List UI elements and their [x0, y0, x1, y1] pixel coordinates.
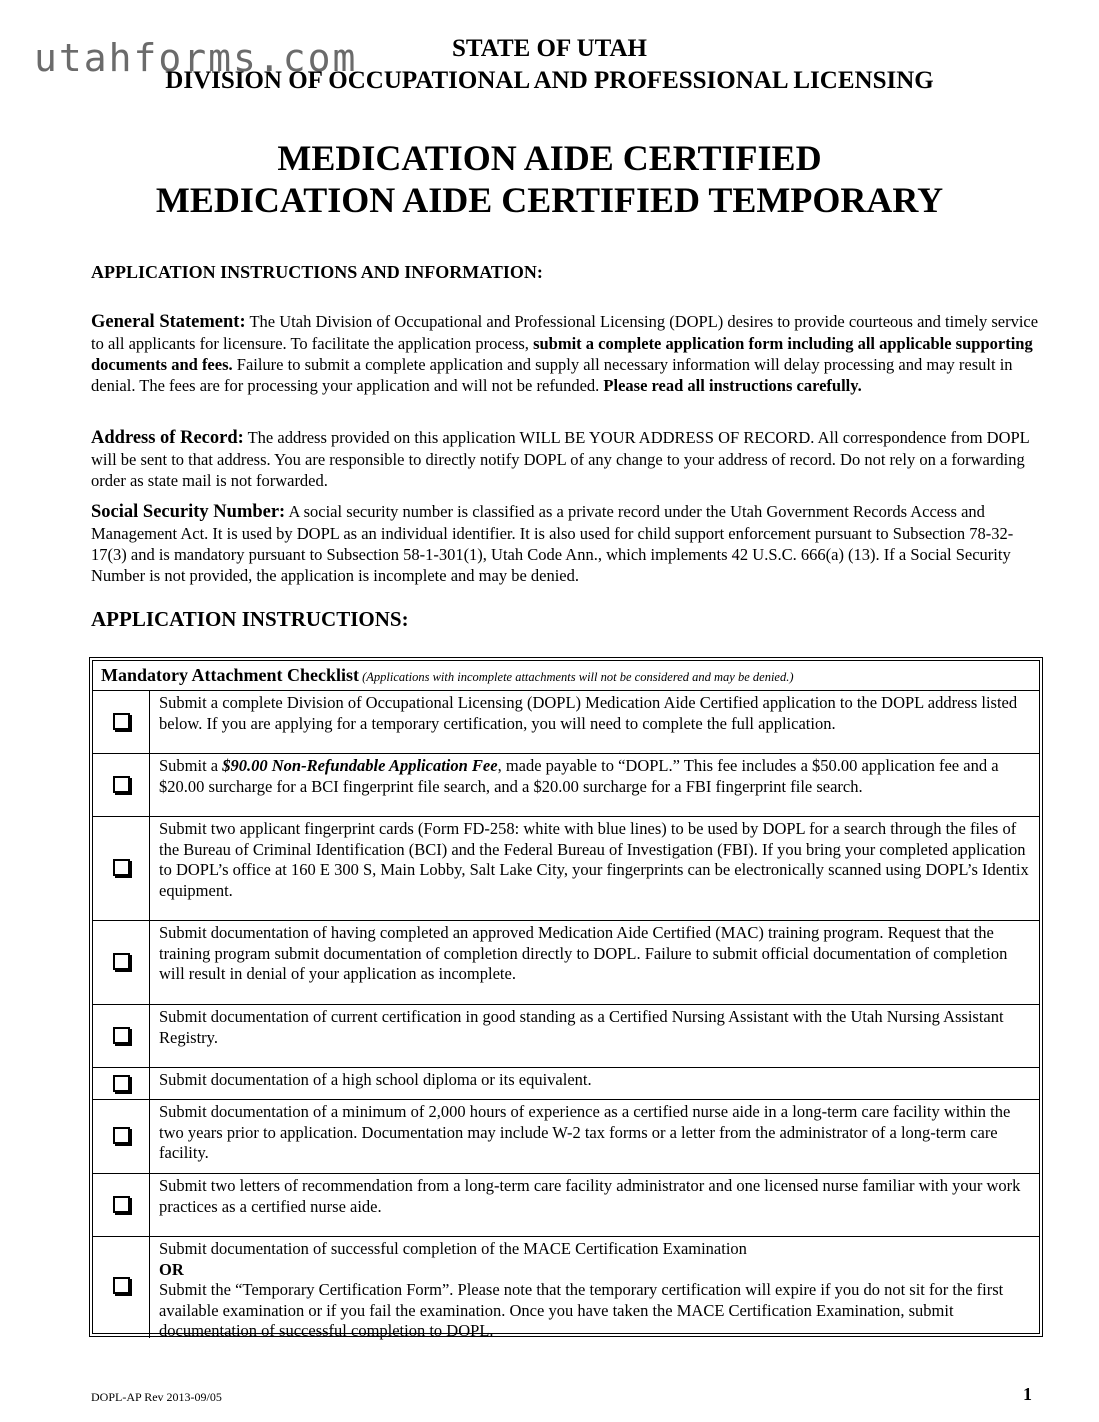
checkbox[interactable] — [113, 1277, 130, 1294]
application-instructions-heading: APPLICATION INSTRUCTIONS: — [91, 607, 409, 631]
checklist-row — [93, 1099, 1039, 1173]
division-heading: DIVISION OF OCCUPATIONAL AND PROFESSIONAL LICENSING — [165, 67, 934, 94]
checklist-item-text: Submit documentation of successful completion of the MACE Certification Examination OR Submit the “Temporary Certification Form”. Please note that the temporary certification will expire if you do not sit for the first available examination or if you fail the examination. Once you have taken the MACE Certification Examination, submit documentation of successful completion to DOPL. — [159, 1239, 1031, 1342]
address-text: The address provided on this application WILL BE YOUR ADDRESS OF RECORD. All correspondence from DOPL will be sent to that address. You are responsible to directly notify DOPL of any change to your address of record. Do not rely on a forwarding order as state mail is not forwarded. — [91, 428, 1030, 490]
general-statement — [91, 311, 1041, 396]
state-heading: STATE OF UTAH — [452, 35, 647, 62]
form-subtitle: MEDICATION AIDE CERTIFIED TEMPORARY — [155, 180, 944, 220]
checkbox[interactable] — [113, 713, 130, 730]
ssn-label: Social Security Number: — [91, 502, 286, 522]
or-label: OR — [159, 1259, 184, 1279]
checklist-row — [93, 1004, 1039, 1067]
checklist-title — [101, 665, 794, 686]
checklist-item-text: Submit documentation of having completed an approved Medication Aide Certified (MAC) training program. Request that the training program submit documentation of completion directly to DOPL. Failure to submit official documentation of completion will result in denial of your application as incomplete. — [159, 923, 1008, 983]
address-of-record — [91, 427, 1041, 491]
fee-amount: $90.00 Non-Refundable Application Fee — [222, 756, 498, 775]
checkbox[interactable] — [113, 1127, 130, 1144]
checklist-item-text: Submit two applicant fingerprint cards (Form FD-258: white with blue lines) to be used by DOPL for a search through the files of the Bureau of Criminal Identification (BCI) and the Federal Bureau of Investigation (FBI). If you bring your completed application to DOPL’s office at 160 E 300 S, Main Lobby, Salt Lake City, your fingerprints can be electronically scanned using DOPL’s Identix equipment. — [159, 819, 1029, 900]
checklist-item-text: Submit documentation of current certification in good standing as a Certified Nursing Assistant with the Utah Nursing Assistant Registry. — [159, 1007, 1004, 1047]
checklist-row — [93, 1173, 1039, 1236]
checklist-row — [93, 753, 1039, 816]
checklist-title-text: Mandatory Attachment Checklist — [101, 665, 359, 685]
checkbox[interactable] — [113, 776, 130, 793]
checklist-item-text: Submit a complete Division of Occupational Licensing (DOPL) Medication Aide Certified application to the DOPL address listed below. If you are applying for a temporary certification, you will need to complete the full application. — [159, 693, 1018, 733]
checklist-row — [93, 816, 1039, 920]
checkbox[interactable] — [113, 1075, 130, 1092]
social-security-number — [91, 501, 1041, 586]
checkbox[interactable] — [113, 859, 130, 876]
checklist-item-text: Submit documentation of a minimum of 2,000 hours of experience as a certified nurse aide in a long-term care facility within the two years prior to application. Documentation may include W-2 tax forms or a letter from the administrator of a long-term care facility. — [159, 1102, 1011, 1162]
general-text-1: The Utah Division of Occupational and Professional Licensing (DOPL) desires to provide courteous and timely service to all applicants for licensure. To facilitate the application process, — [91, 312, 1039, 353]
checklist-row — [93, 1236, 1039, 1338]
general-bold-1: submit a complete application form including all applicable supporting documents and fees. — [91, 334, 1033, 374]
general-statement-label: General Statement: — [91, 312, 246, 332]
checklist-item-text: Submit a $90.00 Non-Refundable Application Fee, made payable to “DOPL.” This fee includes a $50.00 application fee and a $20.00 surcharge for a BCI fingerprint file search, and a $20.00 surcharge for a FBI fingerprint file search. — [159, 756, 999, 796]
attachment-checklist — [89, 657, 1043, 1340]
checkbox[interactable] — [113, 953, 130, 970]
page-number: 1 — [1023, 1384, 1032, 1404]
watermark: utahforms.com — [34, 36, 358, 80]
form-title: MEDICATION AIDE CERTIFIED — [277, 138, 822, 178]
checkbox[interactable] — [113, 1027, 130, 1044]
revision-label: DOPL-AP Rev 2013-09/05 — [91, 1390, 222, 1404]
general-text-2: Failure to submit a complete application and supply all necessary information will delay processing and may result in denial. The fees are for processing your application and will not be refunded. — [91, 355, 1013, 395]
checkbox[interactable] — [113, 1196, 130, 1213]
checklist-row — [93, 690, 1039, 753]
ssn-text: A social security number is classified as a private record under the Utah Government Records Access and Management Act. It is used by DOPL as an individual identifier. It is also used for child support enforcement pursuant to Subsection 78-32-17(3) and is mandatory pursuant to Subsection 58-1-301(1), Utah Code Ann., which implements 42 U.S.C. 666(a) (13). If a Social Security Number is not provided, the application is incomplete and may be denied. — [91, 502, 1014, 585]
address-label: Address of Record: — [91, 428, 244, 448]
checklist-note: (Applications with incomplete attachments will not be considered and may be denied.) — [358, 670, 794, 684]
checklist-row — [93, 920, 1039, 1004]
general-bold-2: Please read all instructions carefully. — [603, 376, 862, 395]
checklist-item-text: Submit two letters of recommendation from a long-term care facility administrator and one licensed nurse familiar with your work practices as a certified nurse aide. — [159, 1176, 1021, 1216]
instructions-info-heading: APPLICATION INSTRUCTIONS AND INFORMATION: — [91, 262, 543, 282]
checklist-row — [93, 1067, 1039, 1099]
checklist-item-text: Submit documentation of a high school diploma or its equivalent. — [159, 1070, 592, 1089]
